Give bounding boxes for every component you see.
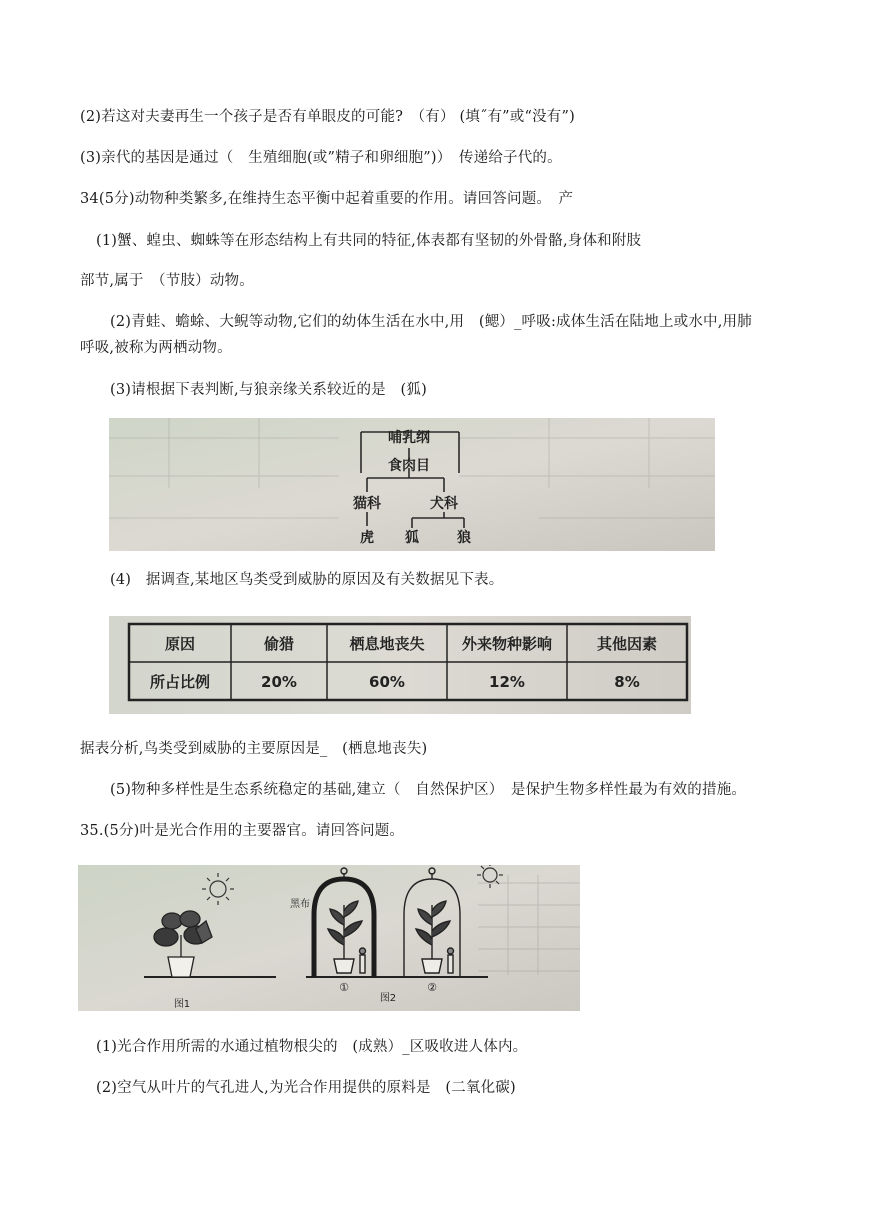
table-header-poaching: 偷猎: [263, 635, 295, 653]
q34-part4-answer-line: 据表分析,鸟类受到威胁的主要原因是_ (栖息地丧失): [80, 741, 428, 757]
label-black-cloth: 黑布: [290, 899, 310, 910]
classification-tree-photo: [109, 418, 715, 551]
q34-part4-line: (4) 据调查,某地区鸟类受到威胁的原因及有关数据见下表。: [110, 572, 504, 588]
table-cell-poaching: 20%: [261, 673, 297, 691]
plant-experiment-photo: [78, 865, 580, 1011]
tree-family-cat-label: 猫科: [353, 496, 381, 512]
table-cell-invasive-species: 12%: [489, 673, 525, 691]
caption-figure-1: 图1: [173, 999, 191, 1010]
table-row-label: 所占比例: [149, 673, 211, 691]
table-header-cause: 原因: [164, 635, 196, 653]
question-2-line: (2)若这对夫妻再生一个孩子是否有单眼皮的可能? （有） (填˝有”或“没有”): [80, 109, 575, 125]
table-cell-habitat-loss: 60%: [369, 673, 405, 691]
tree-leaf-fox: 狐: [405, 530, 419, 546]
q34-part3-line: (3)请根据下表判断,与狼亲缘关系较近的是 (狐): [110, 382, 427, 398]
question-35-title: 35.(5分)叶是光合作用的主要器官。请回答问题。: [80, 823, 405, 839]
q34-part2-line1: (2)青蛙、蟾蜍、大鲵等动物,它们的幼体生活在水中,用 (鳃）_呼吸:成体生活在陆地上或水中,用肺: [110, 314, 752, 330]
table-header-invasive-species: 外来物种影响: [461, 635, 553, 653]
table-header-habitat-loss: 栖息地丧失: [349, 635, 425, 653]
tree-leaf-wolf: 狼: [457, 530, 471, 546]
question-3-line: (3)亲代的基因是通过（ 生殖细胞(或”精子和卵细胞”)） 传递给子代的。: [80, 150, 562, 166]
q34-part5-line: (5)物种多样性是生态系统稳定的基础,建立（ 自然保护区） 是保护生物多样性最为有效的措施。: [110, 782, 747, 798]
tree-family-dog-label: 犬科: [430, 496, 458, 512]
tree-leaf-tiger: 虎: [360, 530, 374, 546]
tree-root-label: 哺乳纲: [388, 430, 430, 446]
q34-part1-line1: (1)蟹、蝗虫、蜘蛛等在形态结构上有共同的特征,体表都有坚韧的外骨骼,身体和附肢: [96, 233, 642, 249]
label-jar-2: ②: [427, 981, 437, 994]
table-header-other: 其他因素: [596, 635, 658, 653]
bird-threat-table-photo: [109, 616, 691, 714]
tree-order-label: 食肉目: [388, 458, 430, 474]
label-jar-1: ①: [339, 981, 349, 994]
question-34-title: 34(5分)动物种类繁多,在维持生态平衡中起着重要的作用。请回答问题。 产: [80, 191, 574, 207]
q34-part1-line2: 部节,属于 （节肢）动物。: [80, 273, 254, 289]
caption-figure-2: 图2: [379, 993, 397, 1004]
q34-part2-line2: 呼吸,被称为两栖动物。: [80, 340, 232, 356]
q35-part2-line: (2)空气从叶片的气孔进人,为光合作用提供的原料是 (二氧化碳): [96, 1080, 516, 1096]
q35-part1-line: (1)光合作用所需的水通过植物根尖的 (成熟）_区吸收进人体内。: [96, 1039, 528, 1055]
table-cell-other: 8%: [614, 673, 640, 691]
